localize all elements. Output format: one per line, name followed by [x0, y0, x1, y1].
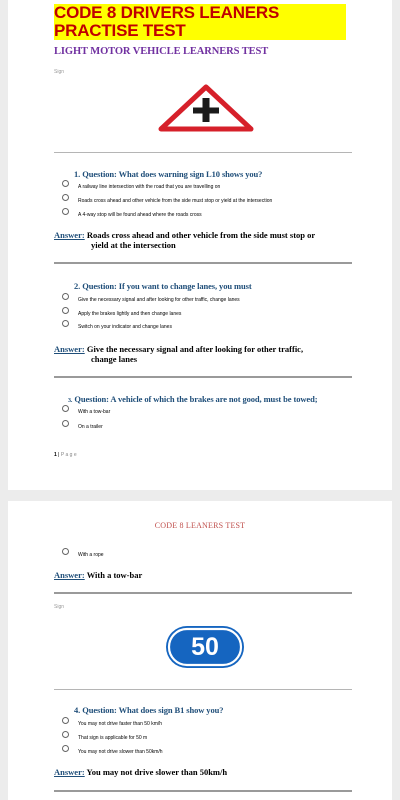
- radio-button-icon[interactable]: [62, 293, 69, 300]
- speed-50-sign-icon: [165, 625, 245, 669]
- answer-4: Answer: You may not drive slower than 50km/h: [54, 767, 228, 777]
- sign-label: Sign: [54, 69, 65, 75]
- option-2c[interactable]: Switch on your indicator and change lanes: [62, 320, 172, 330]
- question-3: 3. Question: A vehicle of which the brakes are not good, must be towed;: [68, 394, 318, 404]
- option-1b[interactable]: Roads cross ahead and other vehicle from the side must stop or yield at the intersection: [62, 194, 272, 204]
- document-page-1: [8, 0, 392, 490]
- option-2a[interactable]: Give the necessary signal and after looking for other traffic, change lanes: [62, 293, 240, 303]
- page-header: CODE 8 LEANERS TEST: [154, 521, 246, 530]
- divider: [54, 689, 352, 690]
- radio-button-icon[interactable]: [62, 745, 69, 752]
- question-1: 1. Question: What does warning sign L10 shows you?: [74, 169, 263, 179]
- radio-button-icon[interactable]: [62, 307, 69, 314]
- document-title: CODE 8 DRIVERS LEANERS PRACTISE TEST: [54, 4, 346, 40]
- radio-button-icon[interactable]: [62, 420, 69, 427]
- radio-button-icon[interactable]: [62, 731, 69, 738]
- option-3b[interactable]: On a trailer: [62, 420, 103, 430]
- option-2b[interactable]: Apply the brakes lightly and then change lanes: [62, 307, 181, 317]
- option-4b[interactable]: That sign is applicable for 50 m: [62, 731, 147, 741]
- divider: [54, 152, 352, 153]
- divider: [54, 790, 352, 792]
- document-page-2: [8, 501, 392, 800]
- radio-button-icon[interactable]: [62, 320, 69, 327]
- sign-label: Sign: [54, 604, 65, 610]
- warning-triangle-crossroad-icon: [158, 84, 254, 132]
- speed-limit-value: 50: [191, 633, 219, 661]
- question-4: 4. Question: What does sign B1 show you?: [74, 705, 224, 715]
- radio-button-icon[interactable]: [62, 405, 69, 412]
- option-3a[interactable]: With a tow-bar: [62, 405, 110, 415]
- divider: [54, 376, 352, 378]
- option-4a[interactable]: You may not drive faster than 50 km/h: [62, 717, 162, 727]
- radio-button-icon[interactable]: [62, 208, 69, 215]
- radio-button-icon[interactable]: [62, 194, 69, 201]
- radio-button-icon[interactable]: [62, 717, 69, 724]
- answer-2: Answer: Give the necessary signal and after looking for other traffic, change lanes: [54, 344, 304, 364]
- option-1c[interactable]: A 4-way stop will be found ahead where the roads cross: [62, 208, 202, 218]
- answer-1: Answer: Roads cross ahead and other vehicle from the side must stop or yield at the intersection: [54, 230, 316, 250]
- question-2: 2. Question: If you want to change lanes, you must: [74, 281, 252, 291]
- divider: [54, 592, 352, 594]
- option-1a[interactable]: A railway line intersection with the road that you are travelling on: [62, 180, 220, 190]
- option-4c[interactable]: You may not drive slower than 50km/h: [62, 745, 163, 755]
- answer-3: Answer: With a tow-bar: [54, 570, 143, 580]
- page-number: 1 | P a g e: [54, 452, 77, 458]
- radio-button-icon[interactable]: [62, 180, 69, 187]
- divider: [54, 262, 352, 264]
- option-3c[interactable]: With a rope: [62, 548, 104, 558]
- radio-button-icon[interactable]: [62, 548, 69, 555]
- document-subtitle: LIGHT MOTOR VEHICLE LEARNERS TEST: [54, 46, 269, 57]
